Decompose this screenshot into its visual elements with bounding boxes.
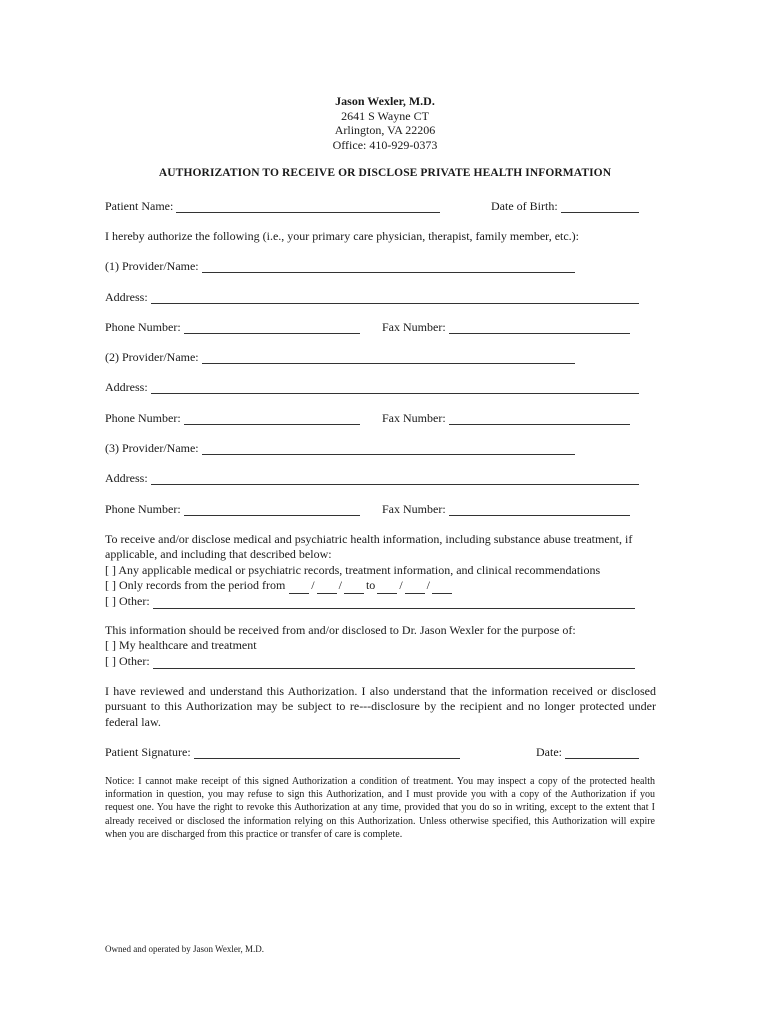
fax-label: Fax Number: — [382, 502, 446, 516]
footer-text: Owned and operated by Jason Wexler, M.D. — [105, 944, 264, 954]
disclosure-section — [105, 532, 660, 609]
provider-3-address-row — [105, 471, 639, 485]
form-title: AUTHORIZATION TO RECEIVE OR DISCLOSE PRIVATE HEALTH INFORMATION — [158, 167, 612, 179]
provider-1-field[interactable] — [202, 261, 575, 273]
signature-field[interactable] — [194, 747, 460, 759]
date-separator: / — [399, 578, 403, 593]
provider-2-address-field[interactable] — [151, 382, 639, 394]
from-month-field[interactable] — [289, 582, 309, 594]
provider-2-fax-row — [382, 411, 630, 425]
provider-1-address-field[interactable] — [151, 292, 639, 304]
fax-label: Fax Number: — [382, 320, 446, 334]
provider-3-field[interactable] — [202, 443, 575, 455]
option-other-purpose — [105, 654, 660, 669]
from-year-field[interactable] — [344, 582, 364, 594]
address-line-2: Arlington, VA 22206 — [334, 123, 436, 137]
other-disclosure-field[interactable] — [153, 597, 635, 609]
fax-label: Fax Number: — [382, 411, 446, 425]
signature-date-label: Date: — [536, 745, 562, 759]
address-label: Address: — [105, 380, 148, 394]
dob-field[interactable] — [561, 201, 639, 213]
provider-2-fax-field[interactable] — [449, 413, 630, 425]
phone-label: Phone Number: — [105, 411, 181, 425]
phone-label: Phone Number: — [105, 320, 181, 334]
option-other-label[interactable]: [ ] Other: — [105, 593, 150, 608]
provider-1-label: (1) Provider/Name: — [105, 259, 199, 273]
office-phone: Office: 410-929-0373 — [332, 137, 438, 152]
provider-1-fax-row — [382, 320, 630, 334]
dob-label: Date of Birth: — [491, 199, 558, 213]
to-year-field[interactable] — [432, 582, 452, 594]
provider-2-row — [105, 350, 575, 364]
phone-label: Phone Number: — [105, 502, 181, 516]
to-day-field[interactable] — [405, 582, 425, 594]
provider-2-address-row — [105, 380, 639, 394]
provider-1-phone-row — [105, 320, 360, 334]
option-period-records — [105, 578, 660, 593]
authorize-text: I hereby authorize the following (i.e., your primary care physician, therapist, family member, etc.): — [105, 229, 580, 243]
date-separator: / — [426, 578, 430, 593]
acknowledgement-text: I have reviewed and understand this Authorization. I also understand that the information received or disclosed pursuant to this Authorization may be subject to re---disclosure by the recipient and no longer protected under federal law. — [105, 684, 656, 729]
doctor-name: Jason Wexler, M.D. — [335, 94, 435, 108]
date-separator: / — [311, 578, 315, 593]
address-label: Address: — [105, 290, 148, 304]
provider-3-address-field[interactable] — [151, 473, 639, 485]
from-day-field[interactable] — [317, 582, 337, 594]
provider-1-fax-field[interactable] — [449, 322, 630, 334]
option-period-label[interactable]: [ ] Only records from the period from — [105, 578, 286, 593]
signature-label: Patient Signature: — [105, 745, 191, 759]
provider-3-fax-row — [382, 502, 630, 516]
signature-row — [105, 745, 460, 759]
provider-3-phone-field[interactable] — [184, 504, 360, 516]
option-other-purpose-label[interactable]: [ ] Other: — [105, 653, 150, 668]
purpose-section — [105, 623, 660, 669]
provider-3-fax-field[interactable] — [449, 504, 630, 516]
patient-name-row — [105, 199, 440, 213]
to-month-field[interactable] — [377, 582, 397, 594]
address-line-1: 2641 S Wayne CT — [341, 108, 429, 123]
other-purpose-field[interactable] — [153, 657, 635, 669]
provider-3-row — [105, 441, 575, 455]
practice-header — [0, 94, 770, 152]
provider-3-phone-row — [105, 502, 360, 516]
disclosure-intro: To receive and/or disclose medical and psychiatric health information, including substance abuse treatment, if applicable, and including that described below: — [105, 532, 633, 562]
option-other-disclosure — [105, 594, 660, 609]
purpose-intro: This information should be received from and/or disclosed to Dr. Jason Wexler for the purpose of: — [105, 623, 576, 637]
to-label: to — [365, 578, 376, 593]
patient-name-label: Patient Name: — [105, 199, 174, 213]
patient-name-field[interactable] — [176, 201, 440, 213]
provider-2-phone-row — [105, 411, 360, 425]
date-separator: / — [338, 578, 342, 593]
provider-2-field[interactable] — [202, 352, 575, 364]
signature-date-field[interactable] — [565, 747, 639, 759]
notice-text: Notice: I cannot make receipt of this signed Authorization a condition of treatment. You may inspect a copy of the protected health information in question, you may refuse to sign this Authorization, and I must provide you with a copy of the Authorization if you request one. You have the right to revoke this Authorization at any time, provided that you do so in writing, except to the extent that I already received or disclosed the information relying on this Authorization. Unless otherwise specified, this Authorization will expire when you are discharged from this practice or transfer of care is complete. — [105, 776, 655, 840]
provider-1-phone-field[interactable] — [184, 322, 360, 334]
provider-1-row — [105, 259, 575, 273]
address-label: Address: — [105, 471, 148, 485]
dob-row — [491, 199, 639, 213]
option-any-records[interactable]: [ ] Any applicable medical or psychiatric records, treatment information, and clinical recommendations — [105, 562, 601, 577]
option-healthcare[interactable]: [ ] My healthcare and treatment — [105, 638, 257, 653]
provider-2-phone-field[interactable] — [184, 413, 360, 425]
provider-3-label: (3) Provider/Name: — [105, 441, 199, 455]
provider-1-address-row — [105, 290, 639, 304]
signature-date-row — [536, 745, 639, 759]
provider-2-label: (2) Provider/Name: — [105, 350, 199, 364]
